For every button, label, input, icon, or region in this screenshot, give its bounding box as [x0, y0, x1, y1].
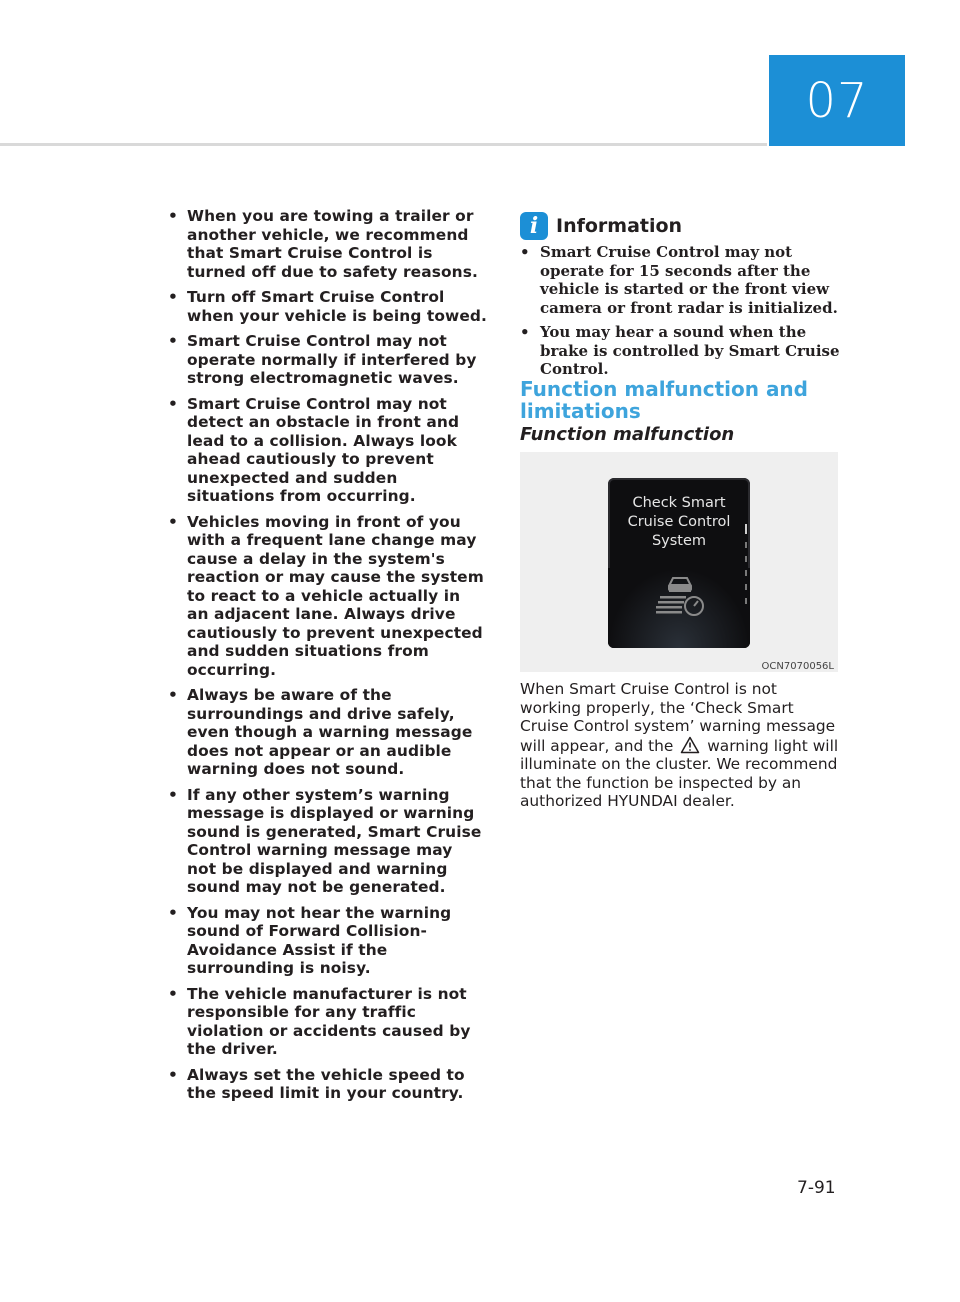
section-subtitle: Function malfunction	[520, 424, 735, 445]
info-bullet-text: You may hear a sound when the brake is controlled by Smart Cruise Control.	[540, 322, 840, 379]
information-title: Information	[556, 215, 683, 237]
left-bullet-list	[165, 207, 487, 1110]
smart-cruise-control-icon	[656, 576, 706, 618]
chapter-tab: 07	[769, 55, 905, 146]
list-item: • Always set the vehicle speed to the speed limit in your country.	[168, 1065, 465, 1102]
body-text-end: warning light will illuminate on the cluster. We recommend that the function be inspected by an authorized HYUNDAI dealer.	[520, 736, 839, 810]
list-item: • Smart Cruise Control may not operate for 15 seconds after the vehicle is started or the front view camera or front radar is initialized.	[520, 243, 838, 318]
information-list	[520, 243, 840, 384]
information-header	[520, 212, 682, 240]
cluster-figure	[520, 452, 838, 672]
info-bullet-text: Smart Cruise Control may not operate for 15 seconds after the vehicle is started or the front view camera or front radar is initialized.	[540, 243, 838, 318]
bullet-text: Smart Cruise Control may not detect an obstacle in front and lead to a collision. Always look ahead cautiously to prevent unexpected and sudden situations from occurring.	[187, 394, 460, 505]
list-item: • When you are towing a trailer or another vehicle, we recommend that Smart Cruise Control is turned off due to safety reasons.	[168, 207, 478, 281]
page-number: 7-91	[797, 1178, 836, 1198]
list-item: • You may hear a sound when the brake is controlled by Smart Cruise Control.	[520, 322, 840, 379]
bullet-text: Smart Cruise Control may not operate normally if interfered by strong electromagnetic waves.	[187, 332, 477, 387]
info-icon: i	[520, 212, 548, 240]
cluster-display	[608, 478, 750, 648]
list-item: • Smart Cruise Control may not detect an obstacle in front and lead to a collision. Always look ahead cautiously to prevent unexpected and sudden situations from occurring.	[168, 394, 460, 505]
display-message: Check Smart Cruise Control System	[627, 495, 731, 549]
bullet-text: You may not hear the warning sound of Forward Collision-Avoidance Assist if the surrounding is noisy.	[187, 903, 452, 977]
header-rule	[0, 143, 767, 146]
list-item: • Turn off Smart Cruise Control when your vehicle is being towed.	[168, 288, 487, 325]
malfunction-description	[520, 680, 842, 811]
figure-code: OCN7070056L	[761, 661, 834, 672]
bullet-text: When you are towing a trailer or another vehicle, we recommend that Smart Cruise Control is turned off due to safety reasons.	[187, 207, 478, 281]
list-item: • If any other system’s warning message is displayed or warning sound is generated, Smart Cruise Control warning message may not be displayed and warning sound may not be generated.	[168, 785, 482, 896]
list-item: • You may not hear the warning sound of Forward Collision-Avoidance Assist if the surrounding is noisy.	[168, 903, 452, 977]
warning-triangle-icon	[680, 736, 700, 754]
bullet-text: Vehicles moving in front of you with a frequent lane change may cause a delay in the system's reaction or may cause the system to react to a vehicle actually in an adjacent lane. Always drive cautiously to prevent unexpected and sudden situations from occurring.	[187, 512, 484, 679]
speed-gauge-ticks	[745, 524, 747, 624]
list-item: • The vehicle manufacturer is not responsible for any traffic violation or accidents caused by the driver.	[168, 984, 471, 1058]
bullet-text: The vehicle manufacturer is not responsible for any traffic violation or accidents caused by the driver.	[187, 984, 471, 1058]
list-item: • Always be aware of the surroundings and drive safely, even though a warning message does not appear or an audible warning does not sound.	[168, 686, 473, 778]
list-item: • Vehicles moving in front of you with a frequent lane change may cause a delay in the system's reaction or may cause the system to react to a vehicle actually in an adjacent lane. Always drive cautiously to prevent unexpected and sudden situations from occurring.	[168, 512, 484, 679]
body-text-start: When Smart Cruise Control is not working properly, the ‘Check Smart Cruise Control system’ warning message will appear, and the	[520, 680, 836, 755]
section-title: Function malfunction and limitations	[520, 377, 808, 423]
list-item: • Smart Cruise Control may not operate normally if interfered by strong electromagnetic waves.	[168, 332, 477, 387]
bullet-text: Always set the vehicle speed to the speed limit in your country.	[187, 1065, 465, 1102]
bullet-text: Always be aware of the surroundings and drive safely, even though a warning message does not appear or an audible warning does not sound.	[187, 686, 473, 778]
bullet-text: If any other system’s warning message is displayed or warning sound is generated, Smart Cruise Control warning message may not be displayed and warning sound may not be generated.	[187, 785, 482, 896]
bullet-text: Turn off Smart Cruise Control when your vehicle is being towed.	[187, 288, 487, 325]
